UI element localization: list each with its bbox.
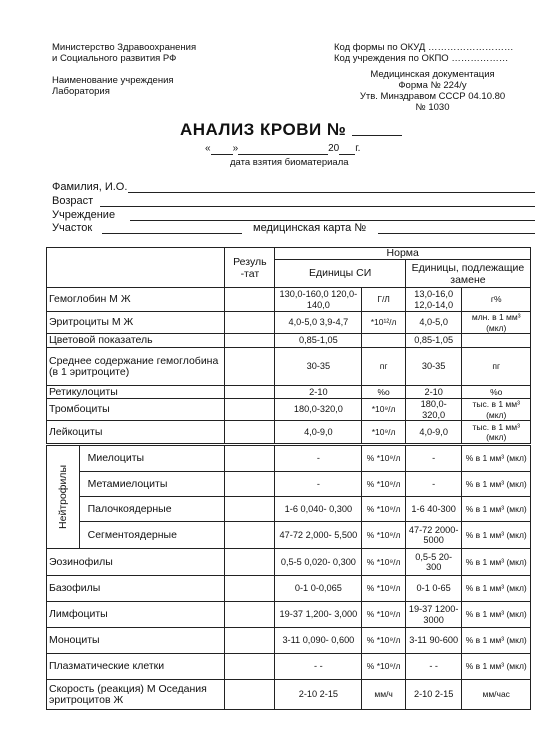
district-label: Участок <box>52 222 93 234</box>
old-unit: % в 1 мм³ (мкл) <box>462 628 531 654</box>
result-header: Резуль -тат <box>225 248 275 288</box>
analyte-name: Моноциты <box>47 628 225 654</box>
old-unit: % в 1 мм³ (мкл) <box>462 654 531 680</box>
surname-label: Фамилия, И.О. <box>52 181 128 193</box>
old-unit: тыс. в 1 мм³ (мкл) <box>462 399 531 421</box>
norm-header: Норма <box>275 248 531 260</box>
si-unit: мм/ч <box>362 680 406 710</box>
si-norm-value: 3-11 0,090- 0,600 <box>275 628 362 654</box>
table-row <box>47 288 531 312</box>
doc-line-1: Медицинская документация <box>370 69 495 80</box>
date-caption: дата взятия биоматериала <box>230 157 349 168</box>
analyte-name: Тромбоциты <box>47 399 225 421</box>
blood-analysis-table <box>46 247 531 710</box>
si-norm-value: 130,0-160,0 120,0-140,0 <box>275 288 362 312</box>
medical-card-label: медицинская карта № <box>253 222 367 234</box>
replaceable-units-header: Единицы, подлежащие замене <box>405 260 530 288</box>
neutrophil-rows <box>47 445 531 549</box>
result-cell[interactable] <box>225 602 275 628</box>
old-unit: % в 1 мм³ (мкл) <box>462 497 531 522</box>
old-unit: % в 1 мм³ (мкл) <box>462 445 531 472</box>
si-norm-value: 2-10 <box>275 386 362 399</box>
si-unit: % *10⁹/л <box>362 522 406 549</box>
analyte-name: Палочкоядерные <box>79 497 225 522</box>
si-norm-value: 4,0-5,0 3,9-4,7 <box>275 312 362 334</box>
si-unit: % *10⁹/л <box>362 602 406 628</box>
result-cell[interactable] <box>225 522 275 549</box>
main-rows <box>47 288 531 445</box>
si-norm-value: 0-1 0-0,065 <box>275 576 362 602</box>
si-norm-value: 0,85-1,05 <box>275 334 362 348</box>
old-norm-value: 13,0-16,0 12,0-14,0 <box>405 288 462 312</box>
old-unit: % в 1 мм³ (мкл) <box>462 522 531 549</box>
neutrophils-group-label <box>47 445 80 549</box>
result-cell[interactable] <box>225 421 275 445</box>
old-norm-value: - - <box>405 654 462 680</box>
table-row <box>47 386 531 399</box>
analyte-name: Метамиелоциты <box>79 472 225 497</box>
medical-card-field[interactable] <box>378 233 535 234</box>
analyte-name: Базофилы <box>47 576 225 602</box>
title-text: АНАЛИЗ КРОВИ № <box>180 120 347 139</box>
result-cell[interactable] <box>225 654 275 680</box>
institution-field[interactable] <box>130 220 535 221</box>
si-unit: % *10⁹/л <box>362 628 406 654</box>
si-norm-value: 30-35 <box>275 348 362 386</box>
si-norm-value: 0,5-5 0,020- 0,300 <box>275 549 362 576</box>
tail-rows <box>47 549 531 710</box>
analyte-name: Миелоциты <box>79 445 225 472</box>
si-unit: пг <box>362 348 406 386</box>
old-norm-value: 19-37 1200-3000 <box>405 602 462 628</box>
table-row <box>47 602 531 628</box>
okud-code: Код формы по ОКУД ……………………… <box>334 42 514 53</box>
old-norm-value: 30-35 <box>405 348 462 386</box>
result-cell[interactable] <box>225 497 275 522</box>
result-cell[interactable] <box>225 549 275 576</box>
result-cell[interactable] <box>225 288 275 312</box>
old-unit: %o <box>462 386 531 399</box>
okpo-code: Код учреждения по ОКПО ……………… <box>334 53 509 64</box>
doc-line-2: Форма № 224/у <box>398 80 467 91</box>
si-unit: % *10⁹/л <box>362 445 406 472</box>
result-cell[interactable] <box>225 680 275 710</box>
result-cell[interactable] <box>225 472 275 497</box>
table-row <box>47 628 531 654</box>
analyte-name: Гемоглобин М Ж <box>47 288 225 312</box>
si-unit: % *10⁹/л <box>362 472 406 497</box>
doc-approval-block <box>340 69 525 113</box>
table-row <box>47 576 531 602</box>
date-close-quote: » <box>232 143 239 154</box>
si-norm-value: - - <box>275 654 362 680</box>
analysis-number-field[interactable] <box>352 121 402 136</box>
old-norm-value: 2-10 2-15 <box>405 680 462 710</box>
si-unit: % *10⁹/л <box>362 497 406 522</box>
old-unit: % в 1 мм³ (мкл) <box>462 472 531 497</box>
table-row <box>47 445 531 472</box>
table-row <box>47 348 531 386</box>
analyte-name: Ретикулоциты <box>47 386 225 399</box>
old-norm-value: 3-11 90-600 <box>405 628 462 654</box>
old-norm-value: - <box>405 472 462 497</box>
result-cell[interactable] <box>225 399 275 421</box>
institution-label: Учреждение <box>52 209 116 221</box>
surname-field[interactable] <box>128 192 535 193</box>
analyte-name: Скорость (реакция) М Оседания эритроцитов Ж <box>47 680 225 710</box>
si-unit <box>362 334 406 348</box>
old-unit: млн. в 1 мм³ (мкл) <box>462 312 531 334</box>
analyte-name: Лейкоциты <box>47 421 225 445</box>
table-row <box>47 654 531 680</box>
analyte-name: Эритроциты М Ж <box>47 312 225 334</box>
table-row <box>47 472 531 497</box>
old-norm-value: 0-1 0-65 <box>405 576 462 602</box>
result-cell[interactable] <box>225 576 275 602</box>
neutrophils-group-text: Нейтрофилы <box>56 465 69 529</box>
date-year-field[interactable] <box>339 143 355 155</box>
institution-line-2: Лаборатория <box>52 86 110 97</box>
si-norm-value: 2-10 2-15 <box>275 680 362 710</box>
header-blank <box>47 248 225 288</box>
collection-date <box>205 143 360 155</box>
old-norm-value: 4,0-9,0 <box>405 421 462 445</box>
result-cell[interactable] <box>225 445 275 472</box>
ministry-line-2: и Социального развития РФ <box>52 53 177 64</box>
si-norm-value: - <box>275 472 362 497</box>
old-unit: мм/час <box>462 680 531 710</box>
si-norm-value: 19-37 1,200- 3,000 <box>275 602 362 628</box>
old-unit: % в 1 мм³ (мкл) <box>462 549 531 576</box>
analyte-name: Плазматические клетки <box>47 654 225 680</box>
table-row <box>47 549 531 576</box>
date-month-field[interactable] <box>238 143 328 155</box>
date-open-quote: « <box>205 143 211 154</box>
si-unit: % *10⁹/л <box>362 654 406 680</box>
si-unit: % *10⁹/л <box>362 549 406 576</box>
page-title <box>180 120 402 140</box>
table-row <box>47 522 531 549</box>
analyte-name: Среднее содержание гемоглобина (в 1 эритроците) <box>47 348 225 386</box>
table-row <box>47 399 531 421</box>
table-row <box>47 312 531 334</box>
date-year-prefix: 20 <box>328 143 340 154</box>
result-cell[interactable] <box>225 628 275 654</box>
si-norm-value: 4,0-9,0 <box>275 421 362 445</box>
si-norm-value: 47-72 2,000- 5,500 <box>275 522 362 549</box>
form-code-block <box>334 42 534 64</box>
si-unit: % *10⁹/л <box>362 576 406 602</box>
age-label: Возраст <box>52 195 94 207</box>
doc-line-4: № 1030 <box>415 102 450 113</box>
old-norm-value: 2-10 <box>405 386 462 399</box>
si-norm-value: 180,0-320,0 <box>275 399 362 421</box>
old-unit: г% <box>462 288 531 312</box>
table-row <box>47 334 531 348</box>
old-unit: % в 1 мм³ (мкл) <box>462 576 531 602</box>
old-unit: % в 1 мм³ (мкл) <box>462 602 531 628</box>
analyte-name: Лимфоциты <box>47 602 225 628</box>
table-row <box>47 497 531 522</box>
old-norm-value: - <box>405 445 462 472</box>
si-unit: *10⁹/л <box>362 421 406 445</box>
table-row <box>47 680 531 710</box>
ministry-block <box>52 42 196 97</box>
ministry-line-1: Министерство Здравоохранения <box>52 42 197 53</box>
result-cell[interactable] <box>225 334 275 348</box>
age-field[interactable] <box>100 206 535 207</box>
si-unit: *10⁹/л <box>362 399 406 421</box>
analyte-name: Эозинофилы <box>47 549 225 576</box>
date-year-suffix: г. <box>355 143 361 154</box>
old-norm-value: 180,0- 320,0 <box>405 399 462 421</box>
si-unit: Г/Л <box>362 288 406 312</box>
old-unit <box>462 334 531 348</box>
analyte-name: Цветовой показатель <box>47 334 225 348</box>
result-cell[interactable] <box>225 312 275 334</box>
table-row <box>47 421 531 445</box>
si-unit: *10¹²/л <box>362 312 406 334</box>
si-unit: %o <box>362 386 406 399</box>
old-norm-value: 4,0-5,0 <box>405 312 462 334</box>
analyte-name: Сегментоядерные <box>79 522 225 549</box>
old-norm-value: 47-72 2000-5000 <box>405 522 462 549</box>
old-norm-value: 0,5-5 20-300 <box>405 549 462 576</box>
result-cell[interactable] <box>225 348 275 386</box>
old-unit: тыс. в 1 мм³ (мкл) <box>462 421 531 445</box>
old-norm-value: 0,85-1,05 <box>405 334 462 348</box>
si-norm-value: - <box>275 445 362 472</box>
old-unit: пг <box>462 348 531 386</box>
result-cell[interactable] <box>225 386 275 399</box>
si-units-header: Единицы СИ <box>275 260 406 288</box>
district-field[interactable] <box>102 233 242 234</box>
doc-line-3: Утв. Минздравом СССР 04.10.80 <box>359 91 506 102</box>
institution-line-1: Наименование учреждения <box>52 75 174 86</box>
si-norm-value: 1-6 0,040- 0,300 <box>275 497 362 522</box>
old-norm-value: 1-6 40-300 <box>405 497 462 522</box>
date-day-field[interactable] <box>211 143 233 155</box>
